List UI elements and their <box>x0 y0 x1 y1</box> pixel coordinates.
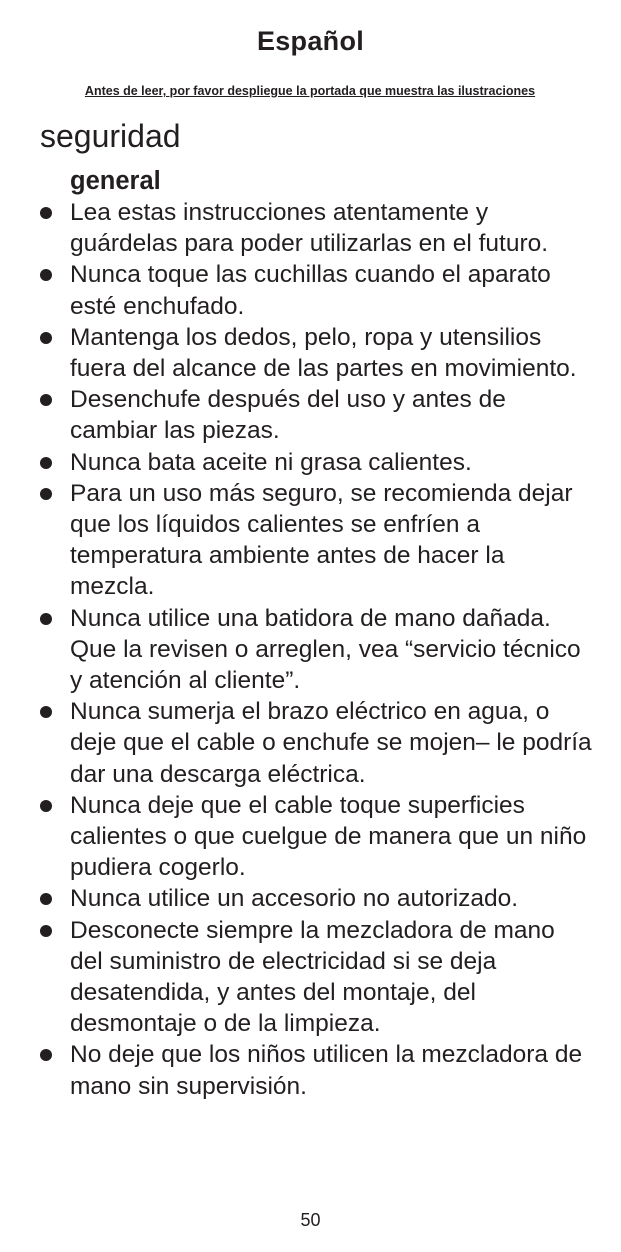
bullet-item <box>0 259 621 321</box>
safety-bullet-list <box>0 197 621 1102</box>
bullet-icon <box>40 925 52 937</box>
bullet-text: No deje que los niños utilicen la mezcladora de mano sin supervisión. <box>70 1041 583 1100</box>
page-number: 50 <box>300 1210 321 1230</box>
bullet-item <box>0 478 621 603</box>
bullet-text: Para un uso más seguro, se recomienda dejar que los líquidos calientes se enfríen a temperatura ambiente antes de hacer la mezcla. <box>70 479 573 601</box>
bullet-icon <box>40 269 52 281</box>
bullet-icon <box>40 457 52 469</box>
bullet-icon <box>40 207 52 219</box>
bullet-item <box>0 915 621 1040</box>
bullet-item <box>0 197 621 259</box>
bullet-text: Lea estas instrucciones atentamente y guárdelas para poder utilizarlas en el futuro. <box>70 199 549 258</box>
bullet-icon <box>40 613 52 625</box>
bullet-icon <box>40 893 52 905</box>
bullet-icon <box>40 800 52 812</box>
bullet-item <box>0 696 621 790</box>
bullet-text: Nunca deje que el cable toque superficies calientes o que cuelgue de manera que un niño pudiera cogerlo. <box>70 791 587 882</box>
bullet-item <box>0 322 621 384</box>
bullet-text: Mantenga los dedos, pelo, ropa y utensilios fuera del alcance de las partes en movimiento. <box>70 323 577 383</box>
bullet-icon <box>40 394 52 406</box>
bullet-item <box>0 790 621 884</box>
bullet-text: Desconecte siempre la mezcladora de mano del suministro de electricidad si se deja desatendida, y antes del montaje, del desmontaje o de la limpieza. <box>70 916 555 1038</box>
bullet-icon <box>40 706 52 718</box>
bullet-text: Nunca utilice una batidora de mano dañada. Que la revisen o arreglen, vea “servicio técnico y atención al cliente”. <box>70 604 581 695</box>
bullet-text: Nunca bata aceite ni grasa calientes. <box>70 448 472 476</box>
bullet-text: Nunca sumerja el brazo eléctrico en agua, o deje que el cable o enchufe se mojen– le podría dar una descarga eléctrica. <box>70 698 592 788</box>
bullet-item <box>0 883 621 914</box>
bullet-icon <box>40 1049 52 1061</box>
section-subheading: general <box>70 167 161 195</box>
bullet-text: Desenchufe después del uso y antes de cambiar las piezas. <box>70 386 506 445</box>
bullet-item <box>0 603 621 697</box>
bullet-item <box>0 384 621 446</box>
bullet-item <box>0 1039 621 1101</box>
bullet-text: Nunca toque las cuchillas cuando el aparato esté enchufado. <box>70 261 551 320</box>
section-heading: seguridad <box>40 118 181 154</box>
fold-out-notice: Antes de leer, por favor despliegue la portada que muestra las ilustraciones <box>84 84 536 98</box>
bullet-item <box>0 447 621 478</box>
bullet-icon <box>40 332 52 344</box>
page-title: Español <box>256 26 365 56</box>
bullet-icon <box>40 488 52 500</box>
bullet-text: Nunca utilice un accesorio no autorizado. <box>70 885 519 913</box>
